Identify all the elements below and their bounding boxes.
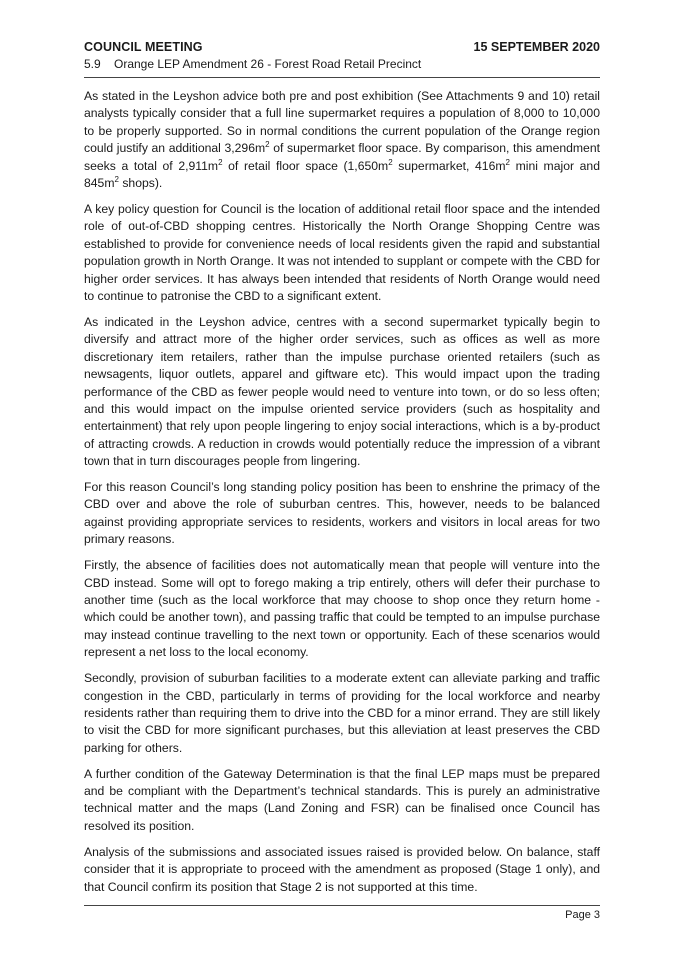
superscript: 2 — [218, 157, 223, 167]
meeting-date: 15 SEPTEMBER 2020 — [473, 40, 600, 54]
paragraph-3: As indicated in the Leyshon advice, centres with a second supermarket typically begin to diversify and attract more of the higher order services, such as offices as well as more discretionary item retailers, rather than the impulse purchase oriented retailers (such as newsagents, liquor outlets, apparel and giftware etc). This would impact upon the trading performance of the CBD as fewer people would need to venture into town, or do so less often; and this would impact on the impulse oriented service providers (such as hospitality and entertainment) that rely upon people lingering to enjoy social interactions, which is a by-product of attracting crowds. A reduction in crowds would potentially reduce the impression of a vibrant town that in turn discourages people from lingering. — [84, 314, 600, 469]
p1-part-f: shops). — [118, 176, 163, 191]
superscript: 2 — [114, 174, 119, 184]
paragraph-8: Analysis of the submissions and associated issues raised is provided below. On balance, staff consider that it is appropriate to proceed with the amendment as proposed (Stage 1 only), and that Council confirm its position that Stage 2 is not supported at this time. — [84, 844, 600, 894]
item-title: Orange LEP Amendment 26 - Forest Road Retail Precinct — [114, 57, 422, 71]
meeting-title: COUNCIL MEETING — [84, 40, 203, 54]
item-heading — [84, 57, 600, 71]
paragraph-7: A further condition of the Gateway Determination is that the final LEP maps must be prepared and be compliant with the Department’s technical standards. This is purely an administrative technical matter and the maps (Land Zoning and FSR) can be finalised once Council has resolved its position. — [84, 766, 600, 833]
paragraph-1 — [84, 88, 600, 192]
page-header — [84, 40, 600, 71]
header-divider — [84, 77, 600, 78]
item-number: 5.9 — [84, 57, 101, 71]
paragraph-6: Secondly, provision of suburban facilities to a moderate extent can alleviate parking and traffic congestion in the CBD, particularly in terms of providing for the local workforce and nearby residents rather than requiring them to drive into the CBD for a minor errand. They are still likely to visit the CBD for more significant purchases, but this alleviation at least preserves the CBD parking for others. — [84, 671, 600, 755]
paragraph-4: For this reason Council’s long standing policy position has been to enshrine the primacy of the CBD over and above the role of suburban centres. This, however, needs to be balanced against providing appropriate services to residents, workers and visitors in local areas for two primary reasons. — [84, 480, 600, 547]
p1-part-a: As stated in the Leyshon advice both pre and post exhibition (See Attachments 9 and 10) retail analysts typically consider that a full line supermarket requires a population of 8,000 to 10,000 to be properly supported. So in normal conditions the current population of the Orange region could justify an additional 3,296m — [84, 89, 600, 156]
superscript: 2 — [505, 157, 510, 167]
superscript: 2 — [265, 140, 270, 150]
p1-part-c: of retail floor space (1,650m — [222, 158, 389, 173]
paragraph-2: A key policy question for Council is the location of additional retail floor space and the intended role of out-of-CBD shopping centres. Historically the North Orange Shopping Centre was established to provide for convenience needs of local residents given the rapid and substantial population growth in North Orange. It was not intended to supplant or compete with the CBD for higher order services. It has always been intended that residents of North Orange would need to continue to patronise the CBD to a significant extent. — [84, 201, 600, 303]
footer-divider — [84, 905, 600, 906]
page-number: Page 3 — [565, 909, 600, 921]
p1-part-b: of supermarket floor space. By comparison, this amendment seeks a total of 2,911m — [84, 141, 600, 173]
p1-part-e: mini major and 845m — [84, 158, 600, 191]
header-row — [84, 40, 600, 54]
p1-part-d: supermarket, 416m — [392, 158, 506, 173]
superscript: 2 — [388, 157, 393, 167]
document-body — [84, 88, 600, 904]
paragraph-5: Firstly, the absence of facilities does not automatically mean that people will venture into the CBD instead. Some will opt to forego making a trip entirely, others will defer their purchase to another time (such as the local workforce that may choose to shop once they return home - which could be another town), and passing traffic that could be tempted to an impulse purchase may instead continue travelling to the next town or opportunity. Each of these scenarios would represent a net loss to the local economy. — [84, 558, 600, 660]
